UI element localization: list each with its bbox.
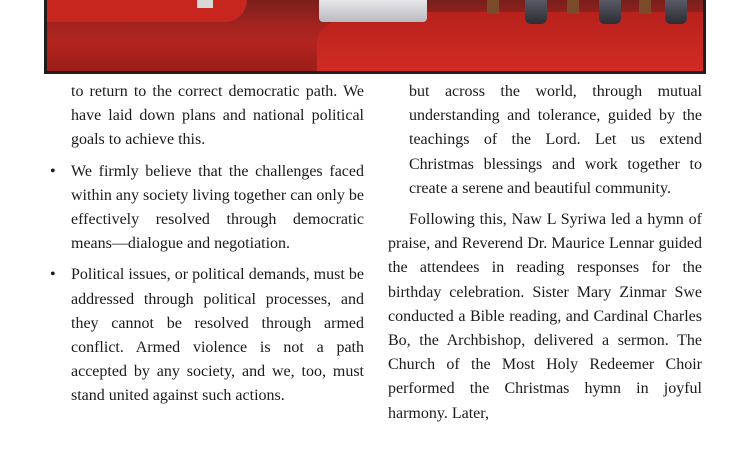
bullet-item: • Political issues, or political demands, must be addressed through political processes, and they cannot be resolved through armed conflict. Armed violence is not a path accepted by any society, and we, too, must stand united against such actions. bbox=[50, 263, 364, 408]
photo-chair bbox=[567, 0, 579, 14]
bullet-list bbox=[50, 160, 364, 409]
body-paragraph: Following this, Naw L Syriwa led a hymn of praise, and Reverend Dr. Maurice Lennar guided the attendees in reading responses for the birthday celebration. Sister Mary Zinmar Swe conducted a Bible reading, and Cardinal Charles Bo, the Archbishop, delivered a sermon. The Church of the Most Holy Redeemer Choir performed the Christmas hymn in joyful harmony. Later, bbox=[388, 211, 702, 422]
photo-carpet-left bbox=[47, 0, 247, 22]
left-column bbox=[50, 80, 364, 409]
left-continuation-text: to return to the correct democratic path. We have laid down plans and national political goals to achieve this. bbox=[71, 83, 364, 149]
photo-person bbox=[599, 0, 621, 24]
photo-person bbox=[525, 0, 547, 24]
right-continuation-text: but across the world, through mutual understanding and tolerance, guided by the teachings of the Lord. Let us extend Christmas blessings and work together to create a serene and beautiful community. bbox=[409, 83, 702, 197]
right-column bbox=[388, 80, 702, 426]
photo-person bbox=[665, 0, 687, 24]
photo-stand bbox=[197, 0, 213, 8]
photo-chair bbox=[639, 0, 651, 14]
event-photo bbox=[44, 0, 706, 74]
bullet-item: • We firmly believe that the challenges faced within any society living together can only be effectively resolved through democratic means—dialogue and negotiation. bbox=[50, 160, 364, 257]
photo-altar bbox=[319, 0, 427, 22]
photo-chair bbox=[487, 0, 499, 14]
